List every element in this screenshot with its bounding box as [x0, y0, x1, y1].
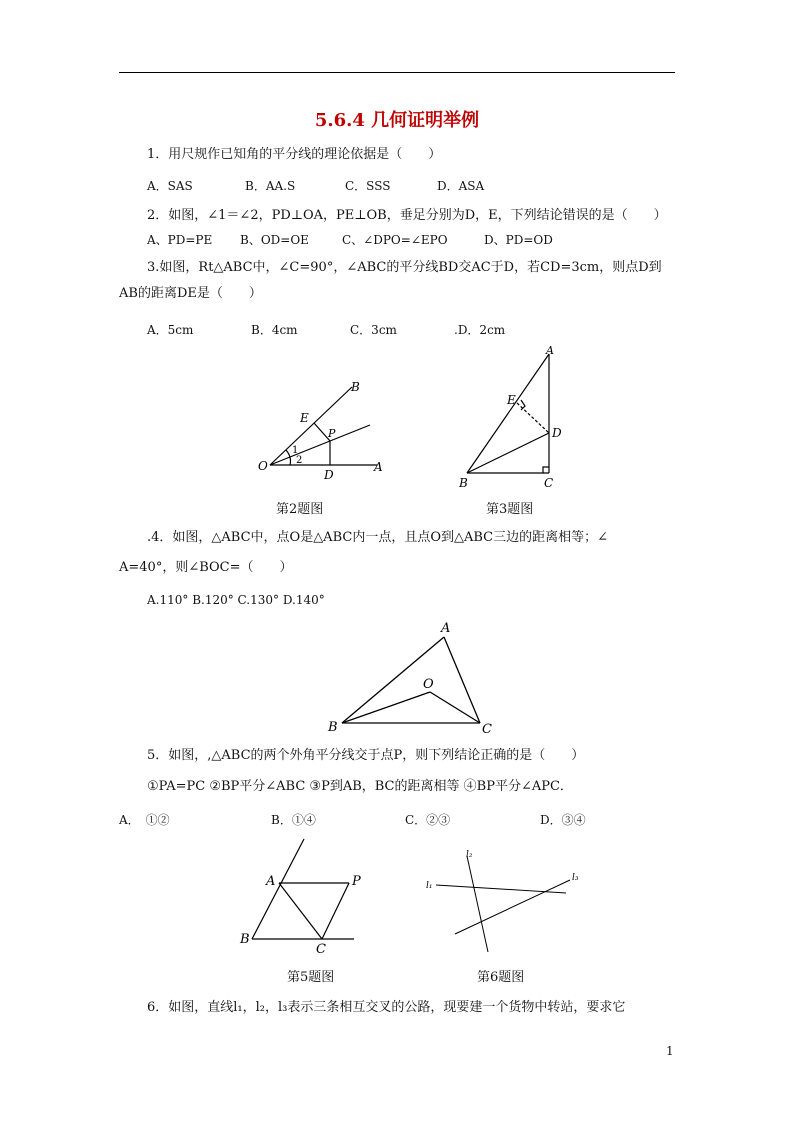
- figure-3-caption: 第3题图: [486, 502, 534, 517]
- label-b: B: [459, 476, 468, 490]
- label-b: B: [240, 932, 250, 947]
- figure-4: [322, 615, 502, 735]
- right-angle-c: [543, 467, 549, 473]
- label-a: A: [374, 460, 383, 474]
- q1-option-d: D．ASA: [437, 179, 485, 193]
- figure-6-caption: 第6题图: [477, 970, 525, 985]
- label-d: D: [552, 426, 562, 440]
- q3-option-d: .D．2cm: [454, 323, 506, 337]
- question-5: 5．如图，,△ABC的两个外角平分线交于点P，则下列结论正确的是（ ）: [147, 748, 585, 763]
- bisector-op: [270, 425, 370, 465]
- segment-cp: [322, 883, 349, 939]
- q5-option-a: A． ①②: [119, 813, 170, 827]
- page-number: 1: [666, 1044, 674, 1058]
- line-ba-extended: [252, 839, 304, 939]
- label-e: E: [507, 393, 516, 407]
- figure-3: [445, 340, 575, 490]
- side-ab: [467, 354, 549, 473]
- label-c: C: [482, 722, 492, 735]
- page-title: 5.6.4 几何证明举例: [314, 110, 480, 131]
- q2-option-c: C、∠DPO=∠EPO: [342, 233, 448, 247]
- label-a: A: [441, 621, 451, 636]
- label-e: E: [300, 411, 309, 425]
- q2-option-b: B、OD=OE: [240, 233, 309, 247]
- label-b: B: [328, 720, 338, 735]
- line-l3: [455, 880, 570, 934]
- line-l2: [467, 856, 488, 952]
- label-a: A: [266, 874, 276, 889]
- question-4-line-2: A=40°，则∠BOC=（ ）: [119, 560, 293, 575]
- q5-option-b: B．①④: [271, 813, 316, 827]
- figure-6: [420, 840, 590, 960]
- q1-option-c: C．SSS: [345, 179, 391, 193]
- q3-option-c: C．3cm: [350, 323, 397, 337]
- right-angle-e: [521, 400, 525, 410]
- label-d: D: [324, 468, 334, 482]
- label-b: B: [351, 380, 360, 394]
- question-3-line-1: 3.如图，Rt△ABC中，∠C=90°，∠ABC的平分线BD交AC于D，若CD=3cm，则点D到: [147, 260, 662, 275]
- question-5-statements: ①PA=PC ②BP平分∠ABC ③P到AB，BC的距离相等 ④BP平分∠APC．: [147, 779, 573, 794]
- label-c: C: [544, 476, 554, 490]
- question-6: 6．如图，直线l₁，l₂，l₃表示三条相互交叉的公路，现要建一个货物中转站，要求它: [147, 1000, 626, 1015]
- q1-option-b: B．AA.S: [245, 179, 296, 193]
- label-a: A: [546, 344, 554, 357]
- perpendicular-de: [517, 403, 549, 433]
- segment-ob: [342, 692, 430, 723]
- label-o: O: [423, 677, 434, 692]
- q1-option-a: A．SAS: [147, 179, 193, 193]
- q3-option-b: B．4cm: [251, 323, 298, 337]
- header-rule: [119, 72, 675, 73]
- q5-option-d: D．③④: [540, 813, 586, 827]
- label-l1: l₁: [426, 881, 433, 891]
- label-l3: l₃: [572, 873, 579, 883]
- figure-2: [250, 375, 400, 485]
- question-4-line-1: .4．如图，△ABC中，点O是△ABC内一点，且点O到△ABC三边的距离相等；∠: [147, 530, 608, 545]
- figure-2-caption: 第2题图: [276, 502, 324, 517]
- question-2: 2．如图，∠1＝∠2，PD⊥OA，PE⊥OB，垂足分别为D，E，下列结论错误的是（ ）: [147, 208, 667, 223]
- q2-option-a: A、PD=PE: [147, 233, 213, 247]
- side-ac: [279, 883, 322, 939]
- bisector-bd: [467, 433, 549, 473]
- figure-5-caption: 第5题图: [287, 970, 335, 985]
- figure-5: [232, 835, 372, 960]
- side-ac: [444, 637, 480, 723]
- label-angle-2: 2: [296, 455, 303, 466]
- line-l1: [436, 885, 566, 893]
- q2-option-d: D、PD=OD: [484, 233, 553, 247]
- segment-oc: [430, 692, 480, 723]
- q4-options: A.110° B.120° C.130° D.140°: [147, 593, 325, 607]
- q3-option-a: A．5cm: [147, 323, 194, 337]
- label-l2: l₂: [466, 850, 473, 860]
- label-p: P: [328, 427, 336, 440]
- label-c: C: [316, 942, 326, 957]
- label-o: O: [258, 459, 268, 473]
- question-1: 1．用尺规作已知角的平分线的理论依据是（ ）: [147, 147, 442, 162]
- q5-option-c: C．②③: [405, 813, 451, 827]
- label-p: P: [352, 874, 361, 889]
- label-angle-1: 1: [292, 445, 299, 456]
- ray-ob: [270, 387, 352, 465]
- question-3-line-2: AB的距离DE是（ ）: [119, 286, 262, 301]
